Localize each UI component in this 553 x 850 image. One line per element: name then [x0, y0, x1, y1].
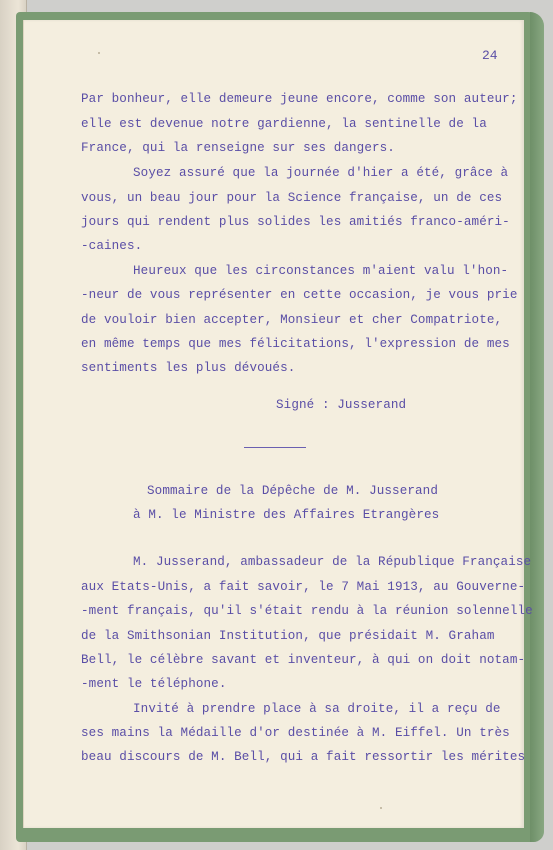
- text-line: France, qui la renseigne sur ses dangers.: [81, 141, 395, 155]
- section-heading: Sommaire de la Dépêche de M. Jusserand: [147, 484, 438, 498]
- text-line: aux Etats-Unis, a fait savoir, le 7 Mai 1913, au Gouverne-: [81, 580, 526, 594]
- text-line: Soyez assuré que la journée d'hier a été, grâce à: [133, 166, 509, 180]
- text-line: Heureux que les circonstances m'aient valu l'hon-: [133, 264, 509, 278]
- section-heading: à M. le Ministre des Affaires Etrangères: [133, 508, 440, 522]
- text-line: sentiments les plus dévoués.: [81, 361, 296, 375]
- signature-line: Signé : Jusserand: [276, 398, 407, 412]
- paper-speck: [380, 807, 382, 809]
- document-page: [23, 20, 533, 828]
- text-line: M. Jusserand, ambassadeur de la République Française: [133, 555, 532, 569]
- text-line: -ment le téléphone.: [81, 677, 227, 691]
- text-line: de vouloir bien accepter, Monsieur et cher Compatriote,: [81, 313, 503, 327]
- page-number: 24: [482, 48, 498, 63]
- text-line: vous, un beau jour pour la Science française, un de ces: [81, 191, 503, 205]
- text-line: -caines.: [81, 239, 143, 253]
- cover-edge: [530, 12, 544, 842]
- text-line: -ment français, qu'il s'était rendu à la réunion solennelle: [81, 604, 533, 618]
- text-line: -neur de vous représenter en cette occasion, je vous prie: [81, 288, 518, 302]
- text-line: Par bonheur, elle demeure jeune encore, comme son auteur;: [81, 92, 518, 106]
- text-line: en même temps que mes félicitations, l'expression de mes: [81, 337, 510, 351]
- text-line: ses mains la Médaille d'or destinée à M. Eiffel. Un très: [81, 726, 510, 740]
- text-line: beau discours de M. Bell, qui a fait ressortir les mérites: [81, 750, 526, 764]
- paper-speck: [98, 52, 100, 54]
- text-line: jours qui rendent plus solides les amitiés franco-améri-: [81, 215, 510, 229]
- text-line: de la Smithsonian Institution, que présidait M. Graham: [81, 629, 495, 643]
- text-line: elle est devenue notre gardienne, la sentinelle de la: [81, 117, 487, 131]
- text-line: Invité à prendre place à sa droite, il a reçu de: [133, 702, 501, 716]
- section-divider: [244, 447, 306, 448]
- text-line: Bell, le célèbre savant et inventeur, à qui on doit notam-: [81, 653, 526, 667]
